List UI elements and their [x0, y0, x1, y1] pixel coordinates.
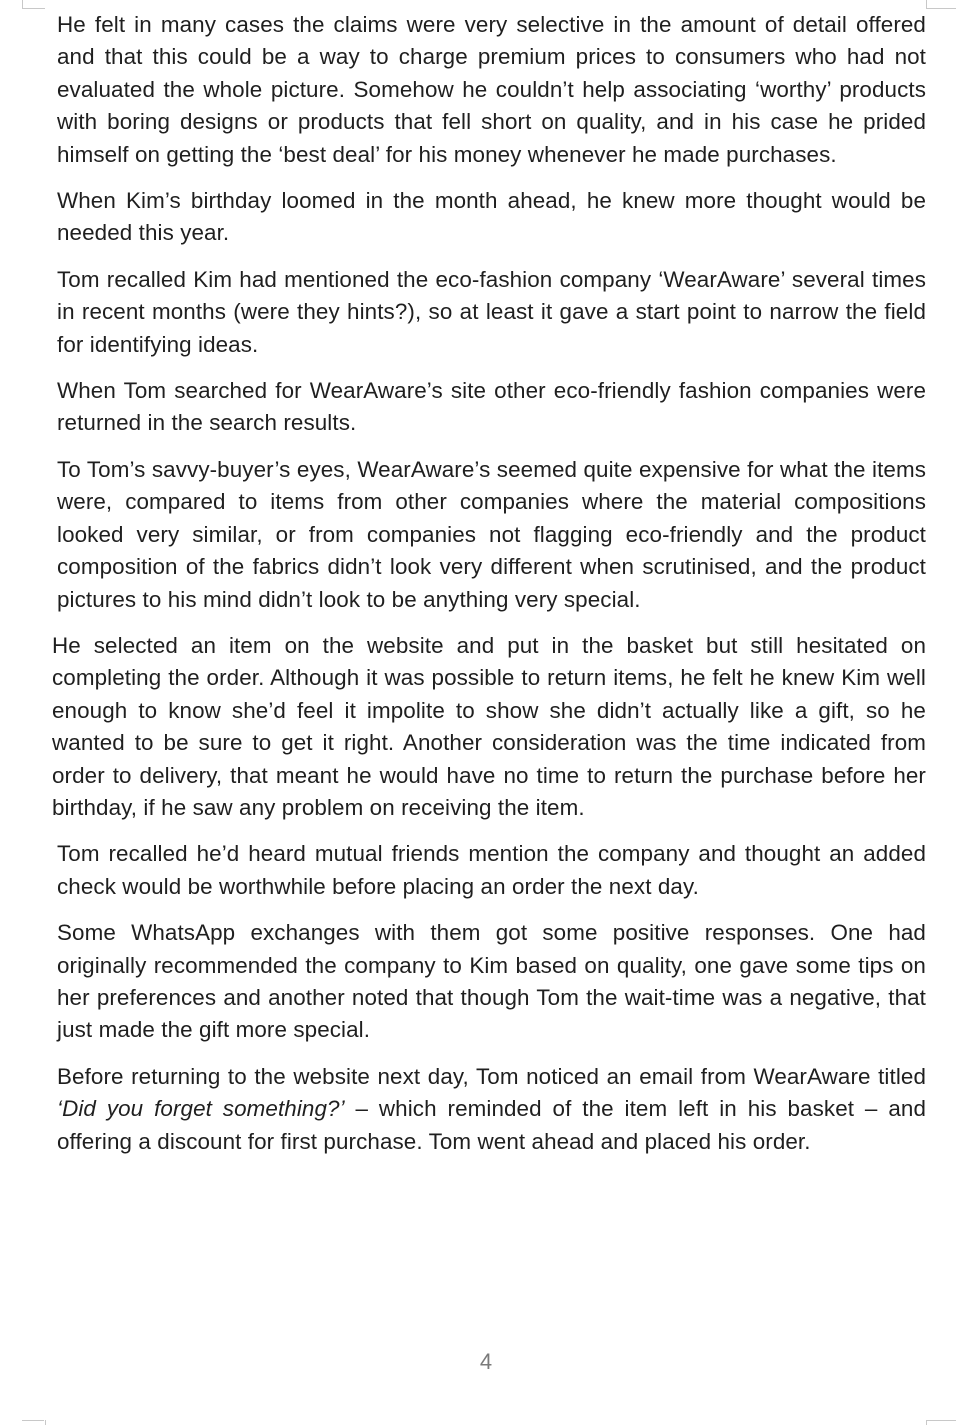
paragraph-wearaware-hints: Tom recalled Kim had mentioned the eco-fashion company ‘WearAware’ several times in recent months (were they hints?), so at least it gave a start point to narrow the field for identifying ideas.	[57, 266, 926, 357]
paragraph-birthday: When Kim’s birthday loomed in the month ahead, he knew more thought would be needed this year.	[57, 188, 926, 246]
paragraph-savvy-buyer: To Tom’s savvy-buyer’s eyes, WearAware’s seemed quite expensive for what the items were, compared to items from other companies where the material compositions looked very similar, or from companies not flagging eco-friendly and the product composition of the fabrics didn’t look very different when scrutinised, and the product pictures to his mind didn’t look to be anything very special.	[57, 456, 926, 612]
email-text-before: Before returning to the website next day, Tom noticed an email from WearAware titled	[57, 1063, 926, 1089]
paragraph-basket: He selected an item on the website and put in the basket but still hesitated on completing the order. Although it was possible to return items, he felt he knew Kim well enough to know she’d feel it impolite to show she didn’t actually like a gift, so he wanted to be sure to get it right. Another consideration was the time indicated from order to delivery, that meant he would have no time to return the purchase before her birthday, if he saw any problem on receiving the item.	[52, 632, 926, 820]
margin-corner-top-right-h	[926, 8, 956, 9]
email-subject-italic: ‘Did you forget something?’	[57, 1096, 345, 1122]
margin-corner-bottom-left	[22, 1420, 44, 1421]
paragraph-claims: He felt in many cases the claims were very selective in the amount of detail offered and that this could be a way to charge premium prices to consumers who had not evaluated the whole picture. Somehow he couldn’t help associating ‘worthy’ products with boring designs or products that fell short on quality, and in his case he prided himself on getting the ‘best deal’ for his money whenever he made purchases.	[57, 12, 926, 167]
paragraph-mutual-friends: Tom recalled he’d heard mutual friends mention the company and thought an added check would be worthwhile before placing an order the next day.	[57, 841, 926, 899]
margin-corner-top-left-h	[23, 8, 45, 9]
document-body[interactable]	[52, 9, 926, 1172]
margin-corner-bottom-left-v	[45, 1420, 46, 1425]
page-number: 4	[479, 1349, 493, 1374]
paragraph-search: When Tom searched for WearAware’s site other eco-friendly fashion companies were returned in the search results.	[57, 378, 926, 436]
paragraph-whatsapp: Some WhatsApp exchanges with them got some positive responses. One had originally recommended the company to Kim based on quality, one gave some tips on her preferences and another noted that though Tom the wait-time was a negative, that just made the gift more special.	[57, 920, 926, 1043]
email-text-after: – which reminded of the item left in his basket – and offering a discount for first purchase. Tom went ahead and placed his order.	[57, 1096, 926, 1154]
margin-corner-bottom-right	[926, 1420, 956, 1421]
margin-corner-bottom-right-v	[926, 1420, 927, 1425]
paragraph-email	[57, 1061, 926, 1158]
